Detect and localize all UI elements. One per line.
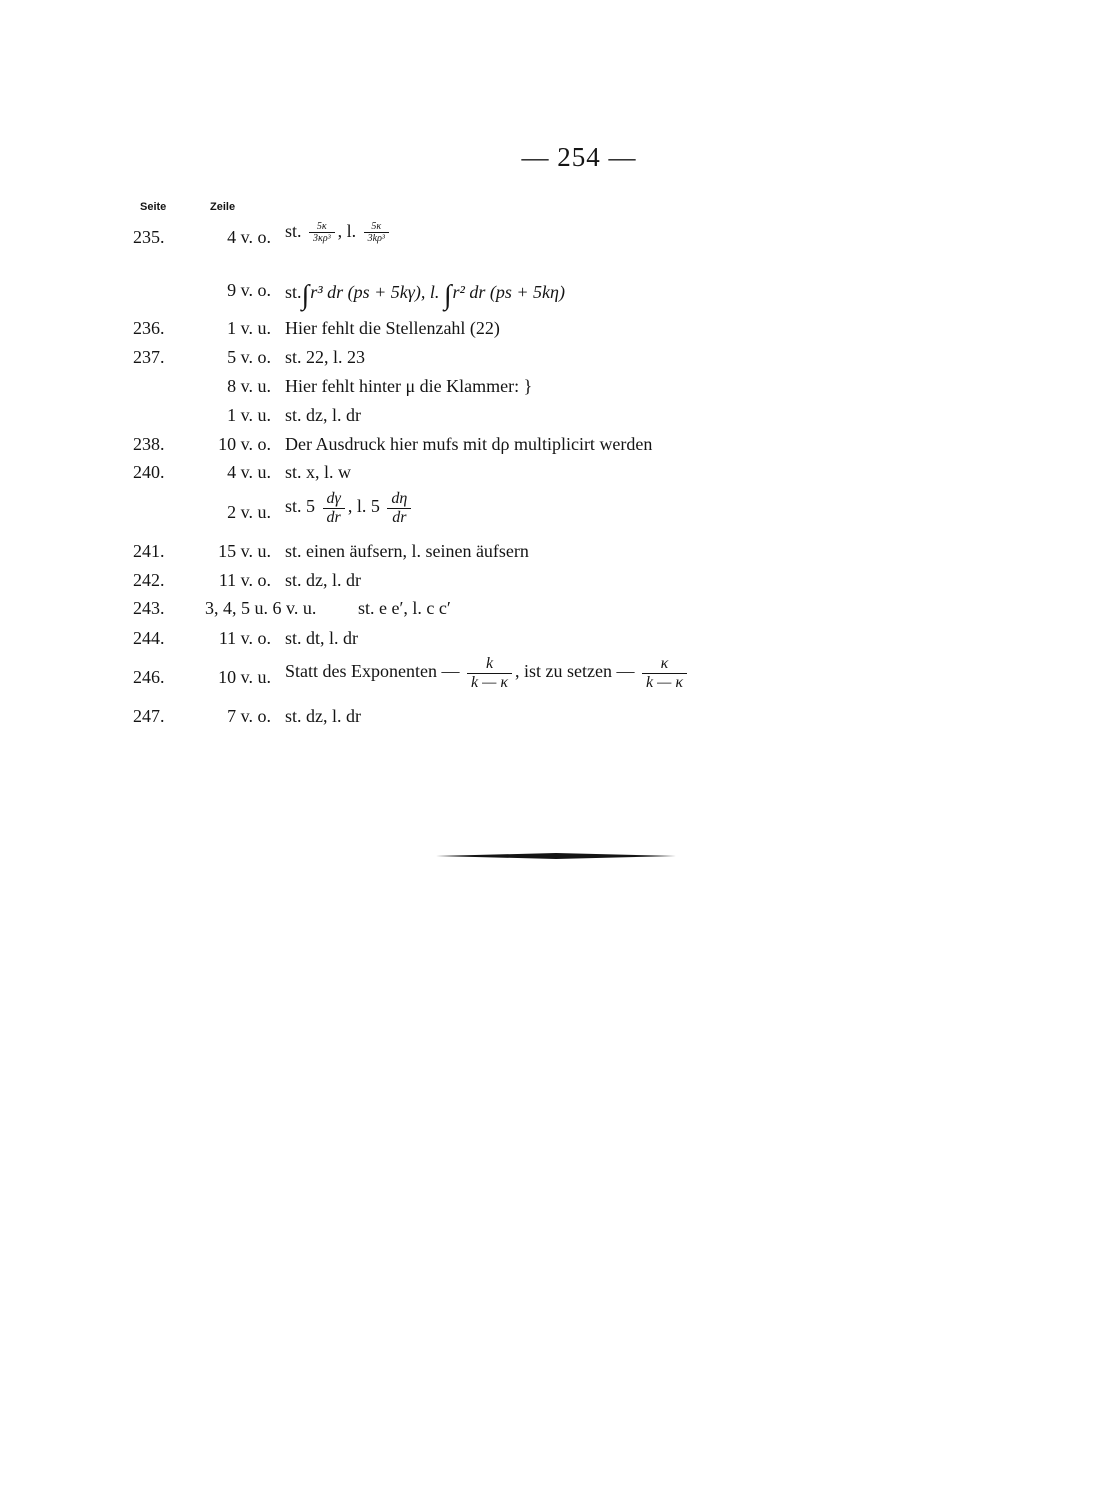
correction-text: st. 22, l. 23 — [285, 347, 366, 367]
correction-text — [285, 221, 392, 244]
fraction-numerator: k — [467, 655, 512, 674]
fraction — [642, 655, 687, 691]
integral-sign: ∫ — [443, 280, 452, 311]
fraction-numerator: 5κ — [309, 221, 335, 233]
zeile-cell: 7 v. o. — [227, 706, 271, 726]
erratum-row — [0, 405, 1100, 435]
page-number: — 254 — — [521, 142, 637, 172]
column-header-seite: Seite — [140, 201, 167, 213]
fraction-numerator: κ — [642, 655, 687, 674]
erratum-row — [0, 628, 1100, 658]
zeile-cell: 4 v. u. — [227, 462, 271, 482]
zeile-cell: 2 v. u. — [227, 502, 271, 522]
erratum-row — [0, 376, 1100, 406]
erratum-row — [0, 655, 1100, 697]
expression-part: r² dr (ps + 5kη) — [452, 282, 565, 302]
erratum-row — [0, 280, 1100, 310]
l-label: , l. — [337, 221, 357, 241]
fraction — [387, 490, 411, 526]
correction-text: Hier fehlt hinter μ die Klammer: } — [285, 376, 533, 396]
zeile-cell: 4 v. o. — [227, 227, 271, 247]
integral-sign: ∫ — [301, 280, 310, 311]
fraction-numerator: dη — [387, 490, 411, 509]
zeile-cell: 10 v. o. — [218, 434, 271, 454]
correction-text: st. dz, l. dr — [285, 706, 361, 726]
erratum-row — [0, 598, 1100, 628]
correction-text: st. einen äufsern, l. seinen äufsern — [285, 541, 529, 561]
correction-text: st. x, l. w — [285, 462, 352, 482]
fraction — [467, 655, 512, 691]
correction-text — [285, 490, 414, 526]
column-header-zeile: Zeile — [210, 201, 236, 213]
correction-text — [285, 655, 690, 691]
st-label: st. 5 — [285, 496, 316, 517]
zeile-cell: 3, 4, 5 u. 6 v. u. — [205, 598, 317, 618]
fraction-denominator: dr — [326, 508, 341, 526]
zeile-cell: 15 v. u. — [218, 541, 271, 561]
seite-cell: 243. — [133, 598, 165, 618]
decorative-rule — [436, 853, 676, 859]
correction-text: st. e e′, l. c c′ — [358, 598, 451, 618]
fraction-denominator: 3κρ³ — [313, 233, 331, 245]
erratum-row — [0, 318, 1100, 348]
zeile-cell: 1 v. u. — [227, 318, 271, 338]
zeile-cell: 1 v. u. — [227, 405, 271, 425]
seite-cell: 237. — [133, 347, 165, 367]
correction-text: st. dz, l. dr — [285, 405, 361, 425]
erratum-row — [0, 434, 1100, 464]
fraction-denominator: k — κ — [470, 673, 508, 691]
zeile-cell: 5 v. o. — [227, 347, 271, 367]
zeile-cell: 10 v. u. — [218, 667, 271, 687]
correction-text — [285, 280, 565, 312]
zeile-cell: 11 v. o. — [218, 628, 271, 648]
fraction-numerator: 5κ — [364, 221, 389, 233]
expression-part: r³ dr (ps + 5kγ), l. — [310, 282, 440, 302]
seite-cell: 241. — [133, 541, 165, 561]
erratum-row — [0, 706, 1100, 736]
fraction-denominator: dr — [392, 508, 407, 526]
erratum-row — [0, 347, 1100, 377]
fraction-denominator: k — κ — [645, 673, 683, 691]
st-label: st. — [285, 221, 302, 241]
erratum-row — [0, 541, 1100, 571]
erratum-row — [0, 570, 1100, 600]
erratum-row — [0, 462, 1100, 492]
zeile-cell: 11 v. o. — [218, 570, 271, 590]
zeile-cell: 9 v. o. — [227, 280, 271, 300]
correction-text: st. dz, l. dr — [285, 570, 361, 590]
st-label: st. — [285, 282, 302, 302]
fraction-numerator: dγ — [323, 490, 345, 509]
seite-cell: 236. — [133, 318, 165, 338]
text-part: , ist zu setzen — — [515, 661, 635, 682]
seite-cell: 235. — [133, 227, 165, 247]
seite-cell: 246. — [133, 667, 165, 687]
seite-cell: 240. — [133, 462, 165, 482]
fraction — [364, 221, 389, 244]
text-part: Statt des Exponenten — — [285, 661, 460, 682]
seite-cell: 244. — [133, 628, 165, 648]
correction-text: Hier fehlt die Stellenzahl (22) — [285, 318, 500, 338]
seite-cell: 247. — [133, 706, 165, 726]
correction-text: Der Ausdruck hier mufs mit dρ multiplicirt werden — [285, 434, 653, 454]
fraction — [323, 490, 345, 526]
seite-cell: 242. — [133, 570, 165, 590]
fraction-denominator: 3kρ³ — [367, 233, 385, 245]
erratum-row — [0, 221, 1100, 257]
fraction — [309, 221, 335, 244]
seite-cell: 238. — [133, 434, 165, 454]
l-label: , l. 5 — [347, 496, 380, 517]
zeile-cell: 8 v. u. — [227, 376, 271, 396]
correction-text: st. dt, l. dr — [285, 628, 359, 648]
